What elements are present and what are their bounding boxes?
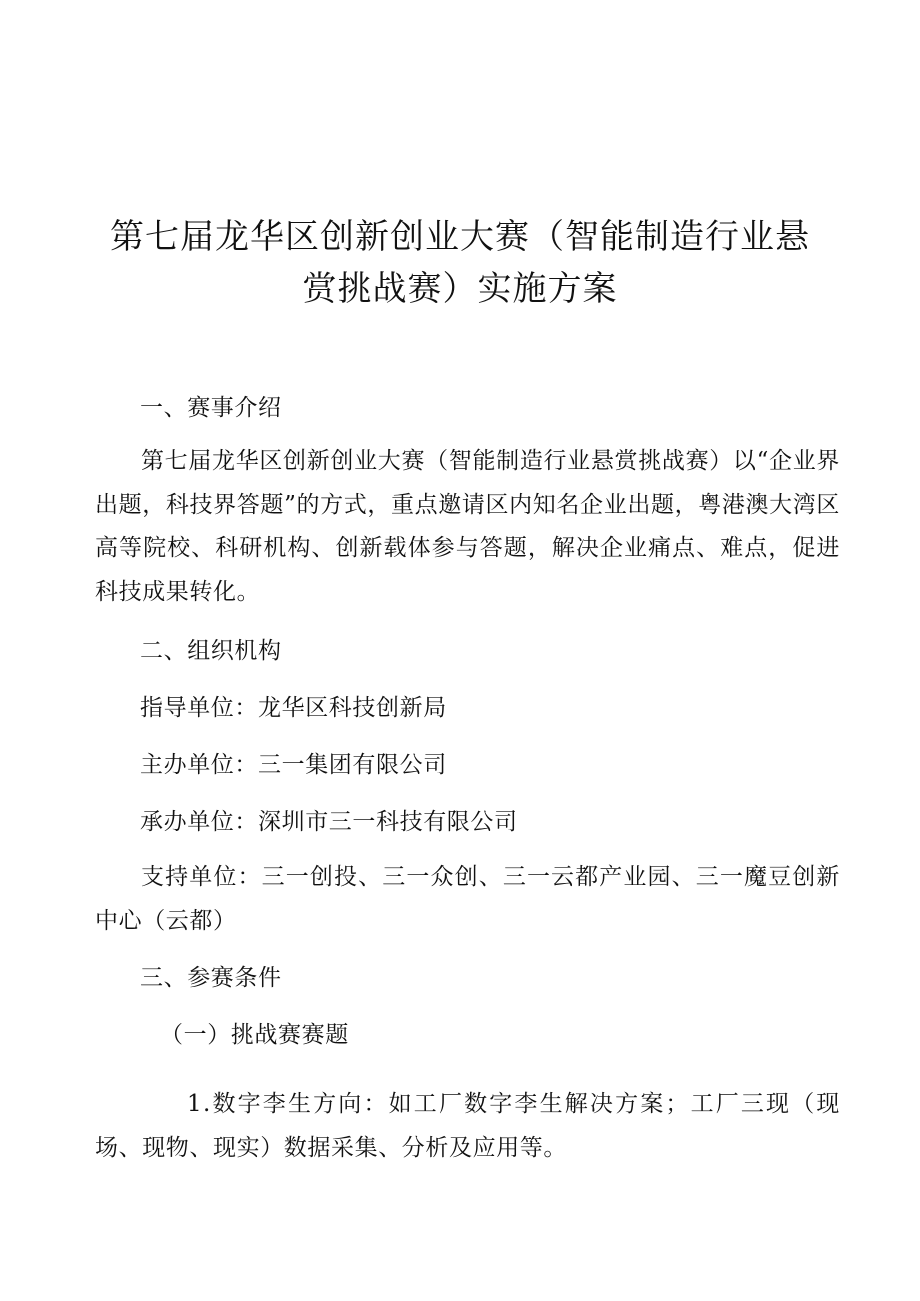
list-item-1-text: .数字李生方向：如工厂数字李生解决方案；工厂三现（现场、现物、现实）数据采集、分析及应用等。 <box>95 1091 840 1161</box>
section-3-heading: 三、参赛条件 <box>140 965 282 991</box>
support-unit: 支持单位：三一创投、三一众创、三一云都产业园、三一魔豆创新中心（云都） <box>95 864 840 934</box>
section-1-heading: 一、赛事介绍 <box>140 395 282 421</box>
list-item-1 <box>95 1083 840 1170</box>
subsection-1-heading: （一）挑战赛赛题 <box>160 1022 349 1048</box>
document-title-line-1: 第七届龙华区创新创业大赛（智能制造行业悬 <box>110 217 810 257</box>
list-item-1-number: 1 <box>187 1091 203 1117</box>
document-title-line-2: 赏挑战赛）实施方案 <box>302 269 618 309</box>
host-unit: 主办单位：三一集团有限公司 <box>140 752 447 778</box>
section-1-body: 第七届龙华区创新创业大赛（智能制造行业悬赏挑战赛）以“企业界出题，科技界答题”的方式，重点邀请区内知名企业出题，粤港澳大湾区高等院校、科研机构、创新载体参与答题，解决企业痛点、难点，促进科技成果转化。 <box>95 448 840 605</box>
guide-unit: 指导单位：龙华区科技创新局 <box>140 695 447 721</box>
organizer-unit: 承办单位：深圳市三一科技有限公司 <box>140 809 518 835</box>
section-2-heading: 二、组织机构 <box>140 638 282 664</box>
